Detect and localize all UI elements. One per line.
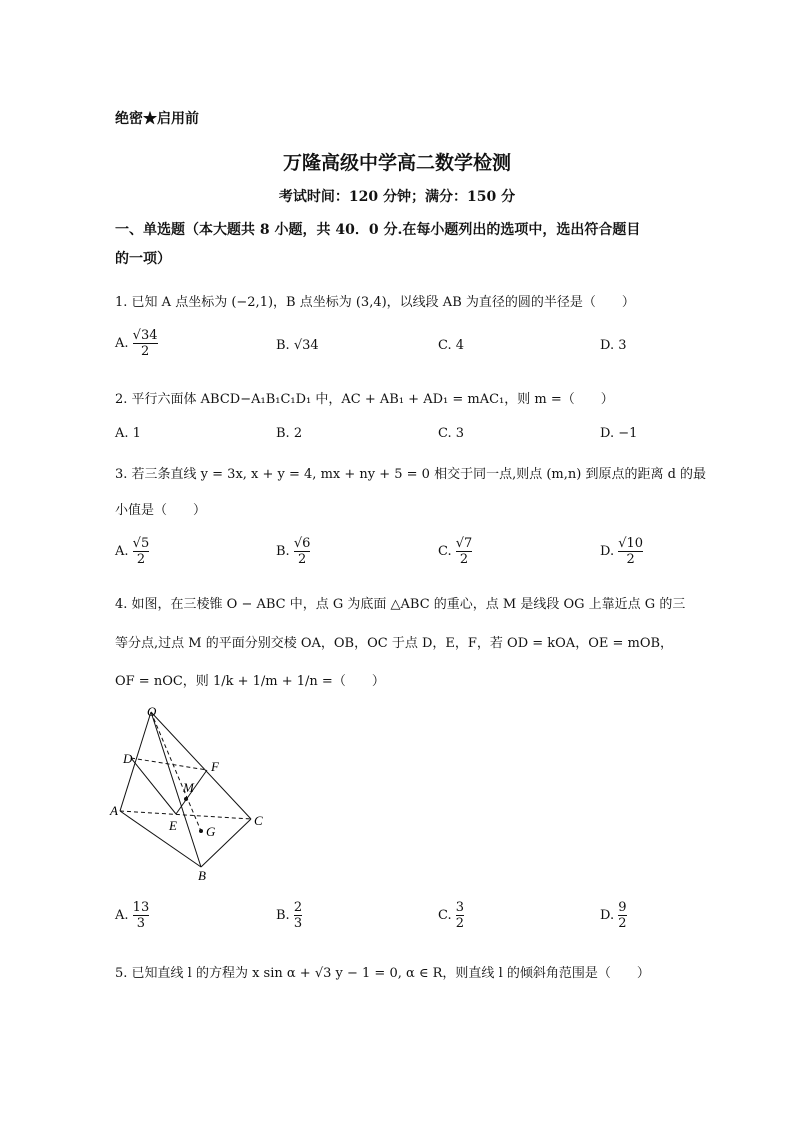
- q4-text-line3: OF = nOC，则 1/k + 1/m + 1/n =（ ）: [115, 674, 385, 689]
- page-title: 万隆高级中学高二数学检测: [282, 152, 511, 174]
- q2-option-b: [276, 426, 302, 441]
- section-heading-line2: 的一项）: [115, 251, 171, 267]
- tetrahedron-figure: [105, 700, 280, 885]
- option-value: 1: [132, 426, 141, 441]
- option-label: A.: [115, 908, 129, 923]
- denominator: 2: [136, 552, 146, 567]
- option-value: 3: [455, 426, 465, 441]
- option-label: D.: [600, 544, 615, 559]
- q1-option-d: [600, 338, 627, 353]
- fraction: [133, 900, 150, 931]
- point-m: [184, 797, 188, 801]
- q4-option-a: [115, 900, 149, 931]
- q4-option-d: [600, 900, 627, 931]
- numerator: 9: [618, 900, 627, 915]
- label-b: B: [198, 868, 206, 883]
- option-value: 3: [618, 338, 627, 353]
- denominator: 2: [140, 344, 150, 359]
- edge-oc: [151, 712, 251, 819]
- q3-text-line1: 3. 若三条直线 y = 3x, x + y = 4, mx + ny + 5 = 0 相交于同一点,则点 (m,n) 到原点的距离 d 的最: [115, 467, 707, 482]
- label-m: M: [183, 780, 194, 795]
- fraction: [294, 900, 302, 931]
- option-label: D.: [600, 908, 615, 923]
- q4-option-c: [438, 900, 464, 931]
- option-label: A.: [115, 336, 129, 351]
- option-label: B.: [276, 908, 290, 923]
- q3-option-b: [276, 536, 310, 567]
- q1-option-c: [438, 338, 464, 353]
- option-label: C.: [438, 544, 452, 559]
- q3-option-d: [600, 536, 643, 567]
- denominator: 3: [136, 916, 146, 931]
- numerator: √6: [293, 536, 311, 551]
- label-c: C: [254, 813, 263, 828]
- option-label: A.: [115, 426, 129, 441]
- option-value: −1: [618, 426, 638, 441]
- q1-text: 1. 已知 A 点坐标为 (−2,1)，B 点坐标为 (3,4)，以线段 AB 为直径的圆的半径是（ ）: [115, 295, 635, 310]
- q2-text: 2. 平行六面体 ABCD−A₁B₁C₁D₁ 中，AC + AB₁ + AD₁ = mAC₁，则 m =（ ）: [115, 392, 614, 407]
- edge-de: [131, 758, 176, 814]
- label-o: O: [147, 704, 157, 719]
- numerator: √34: [132, 328, 158, 343]
- option-value: √34: [293, 338, 319, 353]
- denominator: 2: [455, 916, 465, 931]
- numerator: √5: [132, 536, 150, 551]
- numerator: 13: [132, 900, 150, 915]
- section-heading-line1: 一、单选题（本大题共 8 小题，共 40．0 分.在每小题列出的选项中，选出符合题目: [115, 222, 641, 238]
- q2-option-c: [438, 426, 464, 441]
- label-f: F: [211, 759, 219, 774]
- label-a: A: [110, 803, 118, 818]
- edge-ab: [120, 811, 201, 867]
- option-label: C.: [438, 426, 452, 441]
- fraction: [456, 900, 464, 931]
- option-label: D.: [600, 426, 615, 441]
- fraction: [133, 536, 150, 567]
- fraction: [294, 536, 311, 567]
- q1-option-a: [115, 328, 158, 359]
- option-label: D.: [600, 338, 615, 353]
- q4-text-line1: 4. 如图，在三棱锥 O − ABC 中，点 G 为底面 △ABC 的重心，点 M 是线段 OG 上靠近点 G 的三: [115, 597, 686, 612]
- fraction: [618, 536, 643, 567]
- numerator: √7: [455, 536, 473, 551]
- q2-option-d: [600, 426, 637, 441]
- option-label: A.: [115, 544, 129, 559]
- q5-text: 5. 已知直线 l 的方程为 x sin α + √3 y − 1 = 0, α ∈ R，则直线 l 的倾斜角范围是（ ）: [115, 966, 650, 981]
- option-label: C.: [438, 908, 452, 923]
- denominator: 2: [626, 552, 635, 567]
- q3-text-line2: 小值是（ ）: [115, 503, 207, 518]
- denominator: 2: [297, 552, 307, 567]
- q4-text-line2: 等分点,过点 M 的平面分别交棱 OA，OB，OC 于点 D，E，F，若 OD = kOA，OE = mOB，: [115, 636, 674, 651]
- numerator: 3: [455, 900, 465, 915]
- option-value: 4: [455, 338, 465, 353]
- fraction: [456, 536, 473, 567]
- option-label: C.: [438, 338, 452, 353]
- secret-label: 绝密★启用前: [115, 111, 199, 127]
- label-e: E: [169, 818, 177, 833]
- fraction: [133, 328, 158, 359]
- point-g: [199, 829, 203, 833]
- fraction: [618, 900, 626, 931]
- q3-option-a: [115, 536, 149, 567]
- label-d: D: [123, 751, 133, 766]
- q4-option-b: [276, 900, 302, 931]
- option-label: B.: [276, 544, 290, 559]
- option-label: B.: [276, 338, 290, 353]
- option-label: B.: [276, 426, 290, 441]
- denominator: 3: [293, 916, 303, 931]
- numerator: √10: [618, 536, 644, 551]
- q2-option-a: [115, 426, 141, 441]
- numerator: 2: [293, 900, 303, 915]
- q3-option-c: [438, 536, 472, 567]
- denominator: 2: [459, 552, 469, 567]
- option-value: 2: [293, 426, 303, 441]
- exam-info: 考试时间：120 分钟；满分：150 分: [278, 189, 516, 205]
- q1-option-b: [276, 338, 319, 353]
- label-g: G: [206, 824, 216, 839]
- denominator: 2: [618, 916, 627, 931]
